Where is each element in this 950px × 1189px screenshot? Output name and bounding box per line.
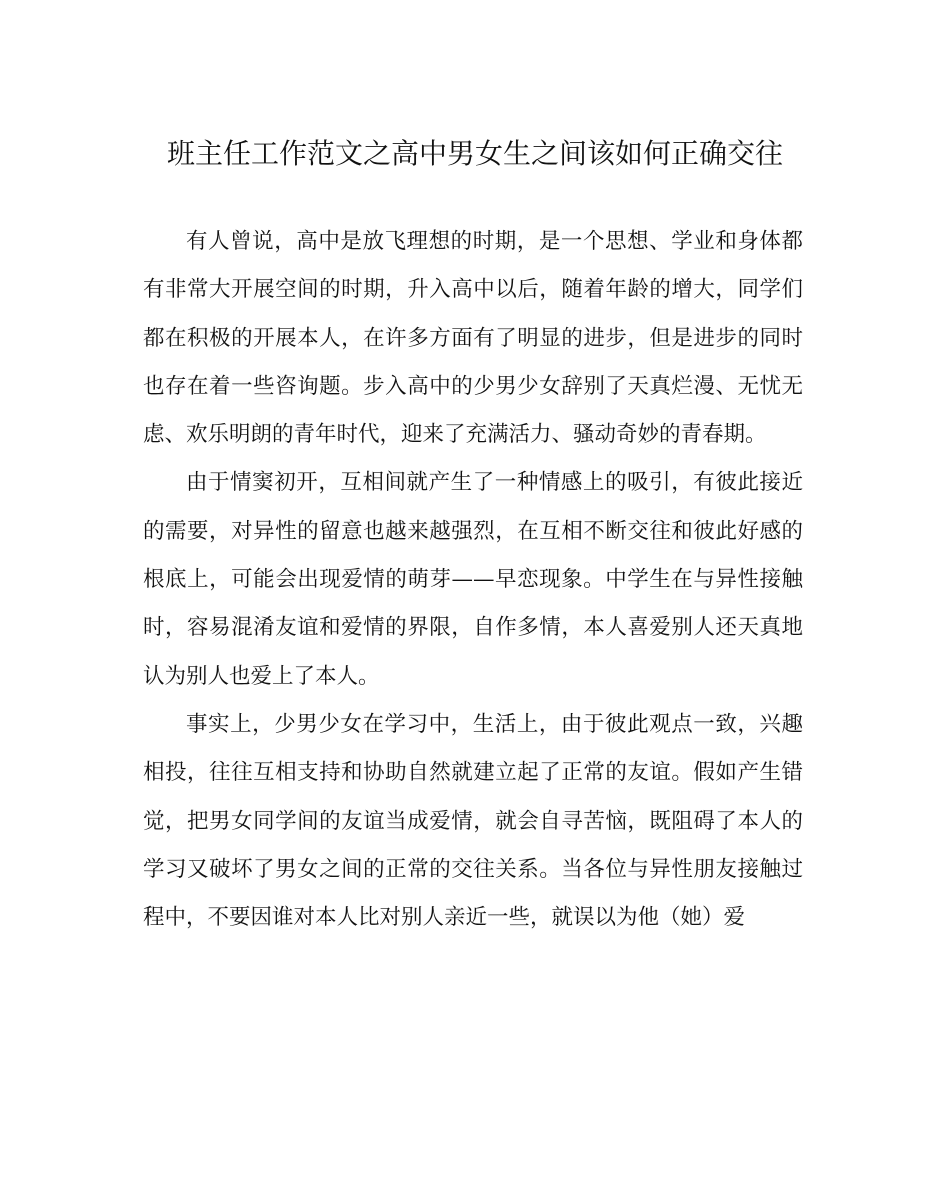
document-body — [143, 218, 803, 942]
document-title: 班主任工作范文之高中男女生之间该如何正确交往 — [166, 137, 783, 170]
paragraph-3: 事实上，少男少女在学习中，生活上，由于彼此观点一致，兴趣相投，往往互相支持和协助自然就建立起了正常的友谊。假如产生错觉，把男女同学间的友谊当成爱情，就会自寻苦恼，既阻碍了本人的学习又破坏了男女之间的正常的交往关系。当各位与异性朋友接触过程中，不要因谁对本人比对别人亲近一些，就误以为他（她）爱 — [143, 711, 803, 931]
paragraph-2: 由于情窦初开，互相间就产生了一种情感上的吸引，有彼此接近的需要，对异性的留意也越来越强烈，在互相不断交往和彼此好感的根底上，可能会出现爱情的萌芽——早恋现象。中学生在与异性接触时，容易混淆友谊和爱情的界限，自作多情，本人喜爱别人还天真地认为别人也爱上了本人。 — [143, 470, 803, 689]
paragraph-1: 有人曾说，高中是放飞理想的时期，是一个思想、学业和身体都有非常大开展空间的时期，升入高中以后，随着年龄的增大，同学们都在积极的开展本人，在许多方面有了明显的进步，但是进步的同时也存在着一些咨询题。步入高中的少男少女辞别了天真烂漫、无忧无虑、欢乐明朗的青年时代，迎来了充满活力、骚动奇妙的青春期。 — [143, 229, 803, 448]
